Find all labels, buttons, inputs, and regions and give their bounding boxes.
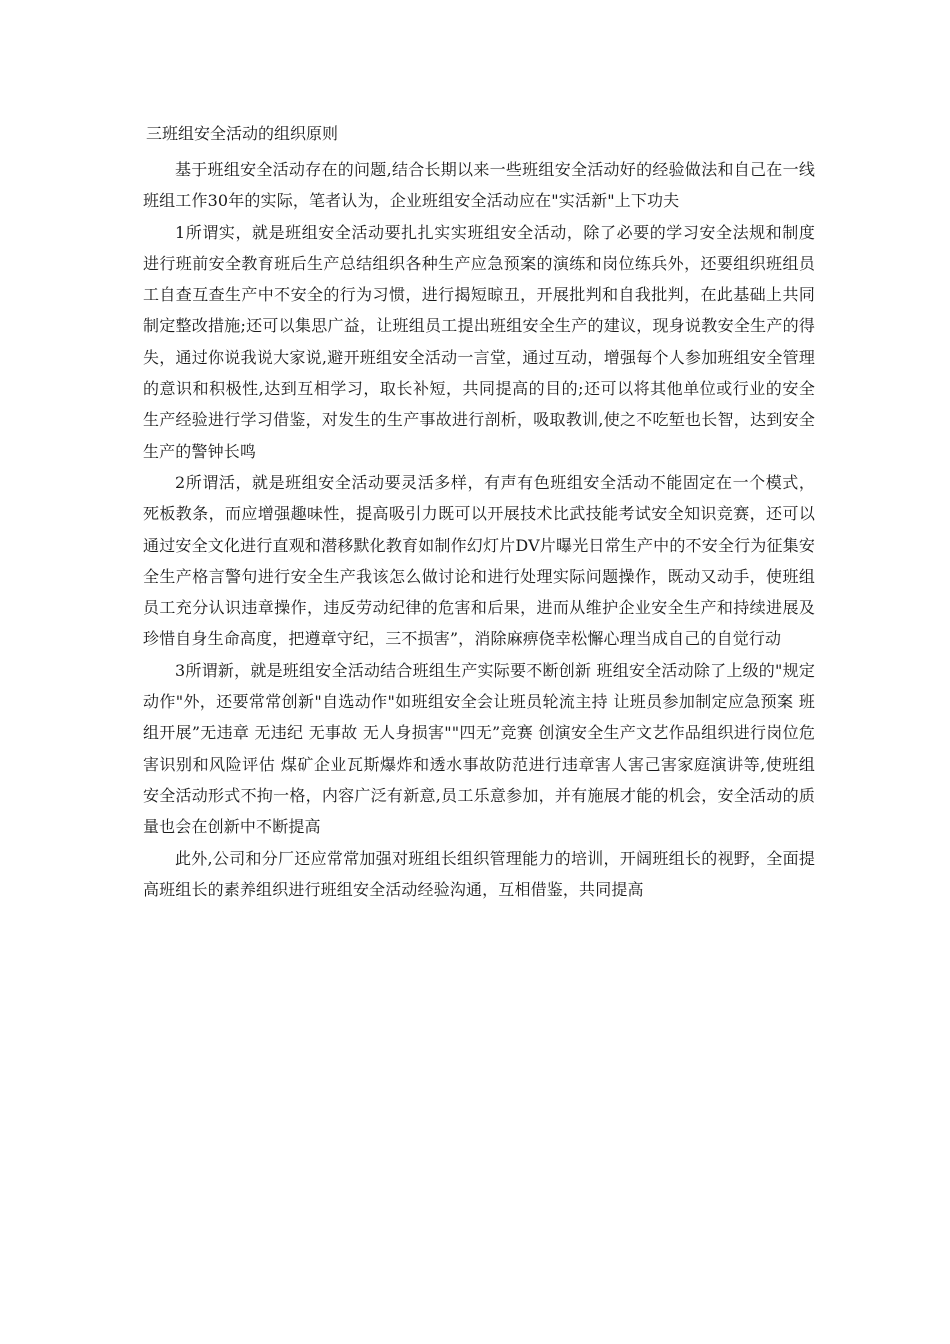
document-body	[143, 121, 815, 905]
paragraph-huo: 2所谓活，就是班组安全活动要灵活多样，有声有色班组安全活动不能固定在一个模式，死板教条，而应增强趣味性，提高吸引力既可以开展技术比武技能考试安全知识竞赛，还可以通过安全文化进行直观和潜移默化教育如制作幻灯片DV片曝光日常生产中的不安全行为征集安全生产格言警句进行安全生产我该怎么做讨论和进行处理实际问题操作，既动又动手，使班组员工充分认识违章操作，违反劳动纪律的危害和后果，进而从维护企业安全生产和持续进展及珍惜自身生命高度，把遵章守纪，三不损害”，消除麻痹侥幸松懈心理当成自己的自觉行动	[143, 472, 815, 649]
paragraph-training: 此外,公司和分厂还应常常加强对班组长组织管理能力的培训，开阔班组长的视野，全面提高班组长的素养组织进行班组安全活动经验沟通，互相借鉴，共同提高	[143, 848, 815, 899]
section-heading: 三班组安全活动的组织原则	[146, 124, 339, 143]
paragraph-xin: 3所谓新，就是班组安全活动结合班组生产实际要不断创新 班组安全活动除了上级的"规定动作"外，还要常常创新"自选动作"如班组安全会让班员轮流主持 让班员参加制定应急预案 班组开展”无违章 无违纪 无事故 无人身损害""四无”竞赛 创演安全生产文艺作品组织进行岗位危害识别和风险评估 煤矿企业瓦斯爆炸和透水事故防范进行违章害人害己害家庭演讲等,使班组安全活动形式不拘一格，内容广泛有新意,员工乐意参加，并有施展才能的机会，安全活动的质量也会在创新中不断提高	[143, 660, 815, 837]
paragraph-shi: 1所谓实，就是班组安全活动要扎扎实实班组安全活动，除了必要的学习安全法规和制度进行班前安全教育班后生产总结组织各种生产应急预案的演练和岗位练兵外，还要组织班组员工自查互查生产中不安全的行为习惯，进行揭短晾丑，开展批判和自我批判，在此基础上共同制定整改措施;还可以集思广益，让班组员工提出班组安全生产的建议，现身说教安全生产的得失，通过你说我说大家说,避开班组安全活动一言堂，通过互动，增强每个人参加班组安全管理的意识和积极性,达到互相学习，取长补短，共同提高的目的;还可以将其他单位或行业的安全生产经验进行学习借鉴，对发生的生产事故进行剖析，吸取教训,使之不吃堑也长智，达到安全生产的警钟长鸣	[143, 222, 815, 461]
paragraph-intro: 基于班组安全活动存在的问题,结合长期以来一些班组安全活动好的经验做法和自己在一线班组工作30年的实际，笔者认为，企业班组安全活动应在"实活新"上下功夫	[143, 160, 815, 211]
